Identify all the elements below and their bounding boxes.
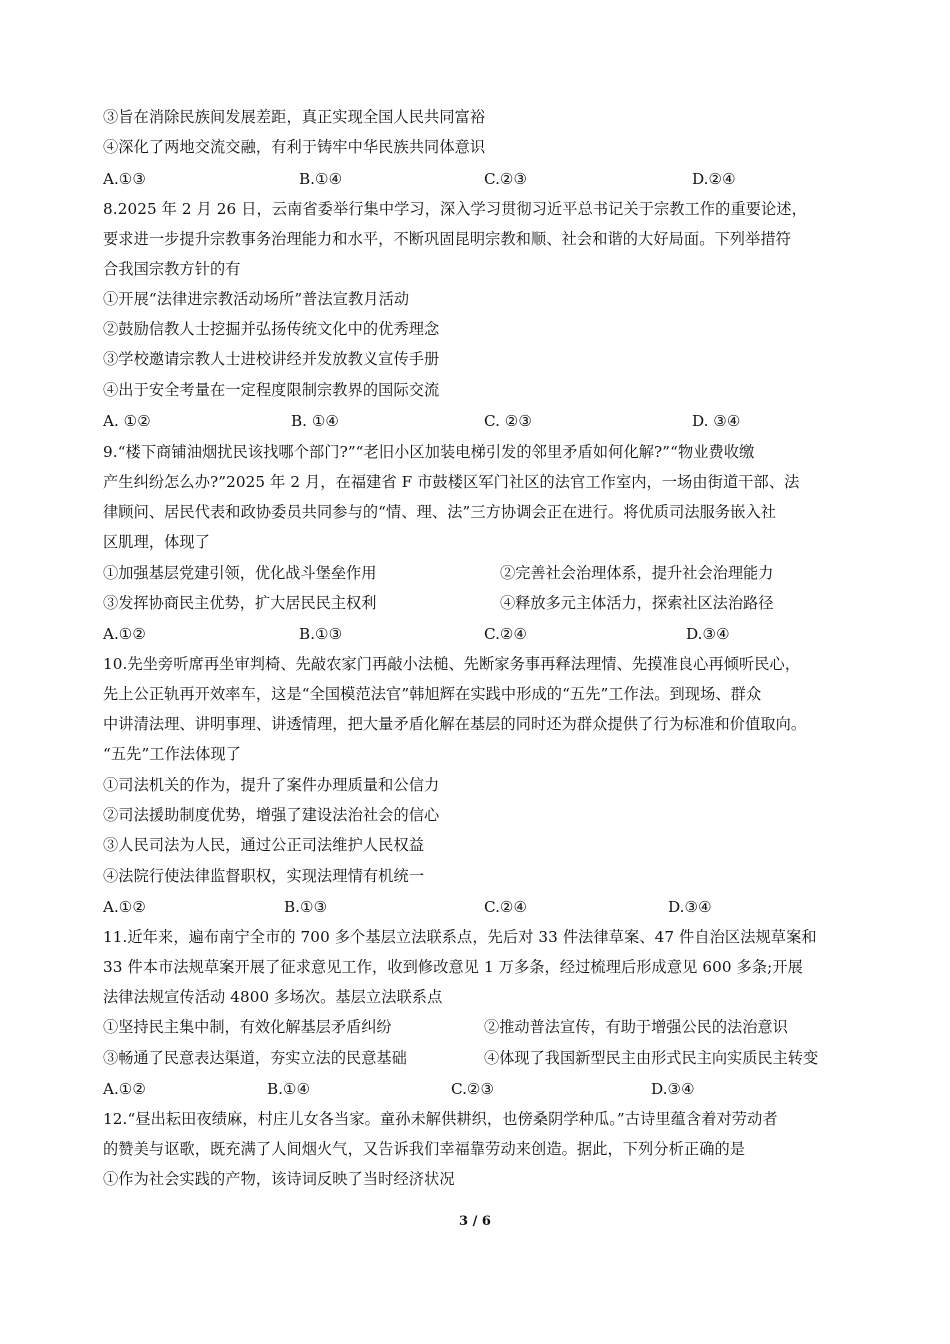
q7-option-d: D.②④ [692, 170, 736, 188]
q9-statement-1: ①加强基层党建引领，优化战斗堡垒作用 [103, 564, 377, 582]
q10-option-a: A.①② [103, 898, 147, 916]
q9-option-a: A.①② [103, 625, 147, 643]
q9-option-c: C.②④ [484, 625, 528, 643]
q10-stem-line-3: 中讲清法理、讲明事理、讲透情理，把大量矛盾化解在基层的同时还为群众提供了行为标准和价值取向。 [103, 715, 807, 733]
page-number: 3 / 6 [459, 1214, 491, 1229]
q10-statement-3: ③人民司法为人民，通过公正司法维护人民权益 [103, 836, 425, 854]
q8-option-d: D. ③④ [692, 412, 741, 430]
q8-stem-line-2: 要求进一步提升宗教事务治理能力和水平，不断巩固昆明宗教和顺、社会和谐的大好局面。下列举措符 [103, 230, 791, 248]
q10-stem-line-1: 10.先坐旁听席再坐审判椅、先敲农家门再敲小法槌、先断家务事再释法理情、先摸准良心再倾听民心， [103, 655, 801, 673]
q12-stem-line-1: 12.“昼出耘田夜绩麻，村庄儿女各当家。童孙未解供耕织，也傍桑阴学种瓜。”古诗里蕴含着对劳动者 [103, 1110, 778, 1128]
q7-statement-4: ④深化了两地交流交融，有利于铸牢中华民族共同体意识 [103, 138, 486, 156]
q12-stem-line-2: 的赞美与讴歌，既充满了人间烟火气，又告诉我们幸福靠劳动来创造。据此，下列分析正确的是 [103, 1140, 746, 1158]
q8-option-c: C. ②③ [484, 412, 532, 430]
q10-stem-line-2: 先上公正轨再开效率车，这是“全国模范法官”韩旭辉在实践中形成的“五先”工作法。到现场、群众 [103, 685, 762, 703]
q10-statement-1: ①司法机关的作为，提升了案件办理质量和公信力 [103, 776, 440, 794]
q11-statement-3: ③畅通了民意表达渠道，夯实立法的民意基础 [103, 1049, 407, 1067]
q11-stem-line-3: 法律法规宣传活动 4800 多场次。基层立法联系点 [103, 988, 443, 1006]
q11-statement-1: ①坚持民主集中制，有效化解基层矛盾纠纷 [103, 1018, 392, 1036]
q11-option-a: A.①② [103, 1080, 147, 1098]
q8-stem-line-1: 8.2025 年 2 月 26 日，云南省委举行集中学习，深入学习贯彻习近平总书记关于宗教工作的重要论述， [103, 200, 807, 218]
q9-stem-line-1: 9.“楼下商铺油烟扰民该找哪个部门?”“老旧小区加装电梯引发的邻里矛盾如何化解?”“物业费收缴 [103, 443, 755, 461]
q11-statement-2: ②推动普法宣传，有助于增强公民的法治意识 [484, 1018, 788, 1036]
q9-statement-4: ④释放多元主体活力，探索社区法治路径 [500, 594, 774, 612]
q9-statement-2: ②完善社会治理体系，提升社会治理能力 [500, 564, 774, 582]
q7-statement-3: ③旨在消除民族间发展差距，真正实现全国人民共同富裕 [103, 108, 486, 126]
q11-stem-line-1: 11.近年来，遍布南宁全市的 700 多个基层立法联系点，先后对 33 件法律草案、47 件自治区法规草案和 [103, 928, 817, 946]
q9-option-b: B.①③ [299, 625, 343, 643]
q10-statement-4: ④法院行使法律监督职权，实现法理情有机统一 [103, 867, 425, 885]
q7-option-a: A.①③ [103, 170, 147, 188]
q12-statement-1: ①作为社会实践的产物，该诗词反映了当时经济状况 [103, 1170, 455, 1188]
q11-stem-line-2: 33 件本市法规草案开展了征求意见工作，收到修改意见 1 万多条，经过梳理后形成意见 600 多条;开展 [103, 958, 803, 976]
q10-option-b: B.①③ [284, 898, 328, 916]
q11-statement-4: ④体现了我国新型民主由形式民主向实质民主转变 [484, 1049, 819, 1067]
q8-statement-4: ④出于安全考量在一定程度限制宗教界的国际交流 [103, 381, 440, 399]
q7-option-b: B.①④ [299, 170, 343, 188]
q7-option-c: C.②③ [484, 170, 528, 188]
q8-option-a: A. ①② [103, 412, 151, 430]
q8-statement-3: ③学校邀请宗教人士进校讲经并发放教义宣传手册 [103, 350, 440, 368]
q9-stem-line-2: 产生纠纷怎么办?”2025 年 2 月，在福建省 F 市鼓楼区军门社区的法官工作室内，一场由街道干部、法 [103, 473, 800, 491]
q8-statement-1: ①开展“法律进宗教活动场所”普法宣教月活动 [103, 290, 410, 308]
q8-statement-2: ②鼓励信教人士挖掘并弘扬传统文化中的优秀理念 [103, 320, 440, 338]
q8-stem-line-3: 合我国宗教方针的有 [103, 260, 241, 278]
q10-statement-2: ②司法援助制度优势，增强了建设法治社会的信心 [103, 806, 440, 824]
q10-option-c: C.②④ [484, 898, 528, 916]
q9-stem-line-3: 律顾问、居民代表和政协委员共同参与的“情、理、法”三方协调会正在进行。将优质司法服务嵌入社 [103, 503, 777, 521]
q9-statement-3: ③发挥协商民主优势，扩大居民民主权利 [103, 594, 377, 612]
q9-option-d: D.③④ [686, 625, 730, 643]
q9-stem-line-4: 区肌理，体现了 [103, 533, 211, 551]
q8-option-b: B. ①④ [291, 412, 340, 430]
q11-option-d: D.③④ [651, 1080, 695, 1098]
q10-stem-line-4: “五先”工作法体现了 [103, 745, 242, 763]
q11-option-c: C.②③ [451, 1080, 495, 1098]
q11-option-b: B.①④ [267, 1080, 311, 1098]
q10-option-d: D.③④ [668, 898, 712, 916]
